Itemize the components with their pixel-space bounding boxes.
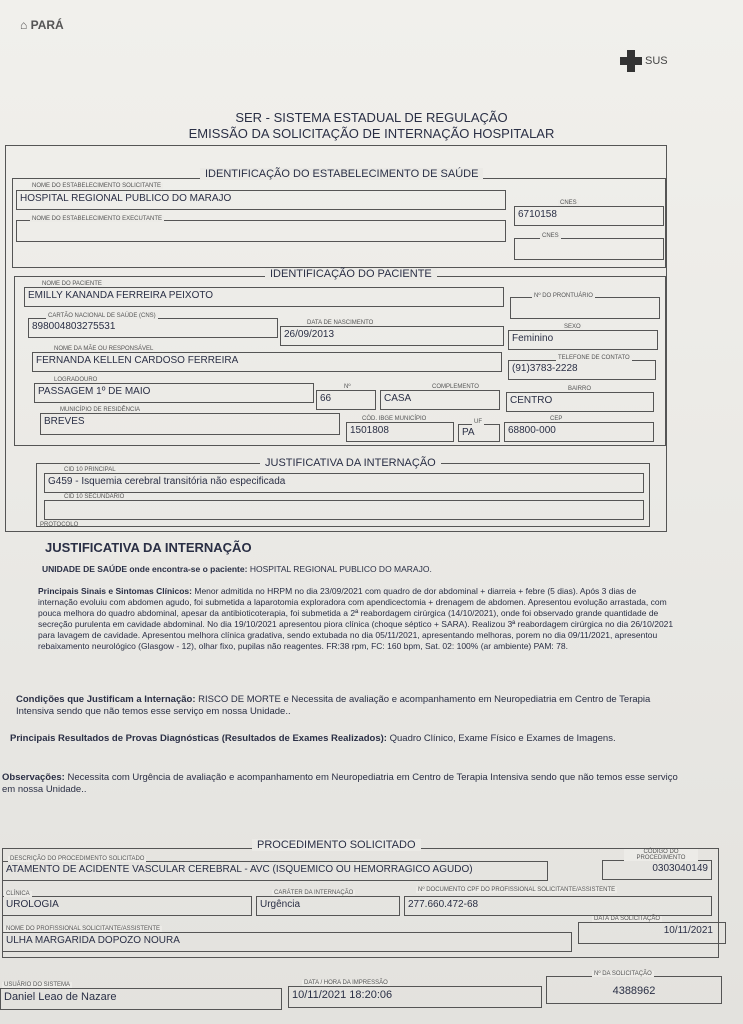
- codigo-label: CÓDIGO DO PROCEDIMENTO: [624, 849, 698, 861]
- telefone-field: (91)3783-2228: [508, 360, 656, 380]
- usuario-label: USUÁRIO DO SISTEMA: [4, 982, 71, 988]
- cnes-label: CNES: [560, 200, 577, 206]
- cnes2-label: CNES: [542, 233, 559, 239]
- solicitacao-label: Nº DA SOLICITAÇÃO: [594, 971, 652, 977]
- cns-label: CARTÃO NACIONAL DE SAÚDE (CNS): [48, 313, 156, 319]
- logradouro-field: PASSAGEM 1º DE MAIO: [34, 383, 314, 403]
- protocolo-label: PROTOCOLO: [40, 522, 79, 528]
- complemento-label: COMPLEMENTO: [432, 384, 479, 390]
- solicitante-field: HOSPITAL REGIONAL PUBLICO DO MARAJO: [16, 190, 506, 210]
- estabelecimento-section-title: IDENTIFICAÇÃO DO ESTABELECIMENTO DE SAÚDE: [200, 168, 483, 180]
- bairro-label: BAIRRO: [568, 386, 592, 392]
- paciente-nome-label: NOME DO PACIENTE: [42, 281, 102, 287]
- descricao-field: ATAMENTO DE ACIDENTE VASCULAR CEREBRAL - AVC (ISQUEMICO OU HEMORRAGICO AGUDO): [2, 861, 548, 881]
- clinica-field: UROLOGIA: [2, 896, 252, 916]
- profissional-label: NOME DO PROFISSIONAL SOLICITANTE/ASSISTENTE: [6, 926, 161, 932]
- municipio-field: BREVES: [40, 413, 340, 435]
- responsavel-label: NOME DA MÃE OU RESPONSÁVEL: [54, 346, 154, 352]
- data-solicitacao-label: DATA DA SOLICITAÇÃO: [594, 916, 661, 922]
- bairro-field: CENTRO: [506, 392, 654, 412]
- descricao-label: DESCRIÇÃO DO PROCEDIMENTO SOLICITADO: [10, 856, 145, 862]
- executante-field: [16, 220, 506, 242]
- condicoes-label: Condições que Justificam a Internação:: [16, 694, 196, 705]
- ibge-field: 1501808: [346, 422, 454, 442]
- uf-field: PA: [458, 424, 500, 442]
- codigo-field: 0303040149: [602, 860, 712, 880]
- provas-value: Quadro Clínico, Exame Físico e Exames de Imagens.: [389, 733, 616, 744]
- executante-label: NOME DO ESTABELECIMENTO EXECUTANTE: [32, 216, 163, 222]
- sexo-label: SEXO: [564, 324, 581, 330]
- impressao-label: DATA / HORA DA IMPRESSÃO: [304, 980, 388, 986]
- documento-field: 277.660.472-68: [404, 896, 712, 916]
- unidade-paragraph: [42, 564, 642, 575]
- provas-label: Principais Resultados de Provas Diagnósticas (Resultados de Exames Realizados):: [10, 733, 387, 744]
- usuario-field: Daniel Leao de Nazare: [0, 988, 282, 1010]
- responsavel-field: FERNANDA KELLEN CARDOSO FERREIRA: [32, 352, 502, 372]
- unidade-value: HOSPITAL REGIONAL PUBLICO DO MARAJO.: [249, 564, 432, 574]
- sexo-field: Feminino: [508, 330, 658, 350]
- impressao-field: 10/11/2021 18:20:06: [288, 986, 542, 1008]
- condicoes-paragraph: [16, 694, 656, 718]
- municipio-label: MUNICÍPIO DE RESIDÊNCIA: [60, 407, 141, 413]
- paciente-section-title: IDENTIFICAÇÃO DO PACIENTE: [265, 268, 437, 280]
- carater-label: CARÁTER DA INTERNAÇÃO: [274, 890, 354, 896]
- documento-label: Nº DOCUMENTO CPF DO PROFISSIONAL SOLICITANTE/ASSISTENTE: [418, 887, 616, 893]
- provas-paragraph: [10, 733, 660, 745]
- sinais-value: Menor admitida no HRPM no dia 23/09/2021 com quadro de dor abdominal + diarreia + febre (5 dias). Após 3 dias de internação evoluiu com abdomen agudo, foi submetida a laparotomia exploradora com apendicectomia + drenagem de abdomen. Apresentou evolução arrastada, com pouca melhora do quadro abdominal, apesar da antibioticoterapia, foi submetida a 2ª reabordagem cirúrgica (14/10/2021), onde foi observado grande quantidade de secreção purulenta em cavidade abdominal. No dia 19/10/2021 apresentou piora clínica (choque séptico + SARA). Realizou 3ª reabordagem cirúrgica no dia 26/10/2021 para lavagem de cavidade. Apresentou melhora clínica gradativa, sendo extubada no dia 05/11/2021, apresentando melhoras, porem no dia 09/11/2021, apresentou rebaixamento neurológico (Glasgow - 12), olhar fixo, pupilas não reagentes. FR:38 rpm, FC: 160 bpm, Sat. 02: 100% (ar ambiente) PAM: 78.: [38, 586, 674, 651]
- clinica-label: CLÍNICA: [6, 891, 30, 897]
- cid-secundario-field: [44, 500, 644, 520]
- profissional-field: ULHA MARGARIDA DOPOZO NOURA: [2, 932, 572, 952]
- cep-label: CEP: [550, 416, 563, 422]
- document-subtitle: EMISSÃO DA SOLICITAÇÃO DE INTERNAÇÃO HOSPITALAR: [188, 126, 555, 141]
- sus-logo-text: SUS: [645, 55, 668, 67]
- nascimento-label: DATA DE NASCIMENTO: [307, 320, 374, 326]
- document-title: SER - SISTEMA ESTADUAL DE REGULAÇÃO: [235, 110, 508, 125]
- solicitacao-field: 4388962: [546, 976, 722, 1004]
- sinais-label: Principais Sinais e Sintomas Clínicos:: [38, 586, 192, 596]
- uf-label: UF: [474, 419, 482, 425]
- unidade-label: UNIDADE DE SAÚDE onde encontra-se o paciente:: [42, 564, 248, 574]
- procedimento-section-title: PROCEDIMENTO SOLICITADO: [252, 839, 421, 851]
- para-logo-text: PARÁ: [30, 18, 64, 32]
- sus-logo: [620, 50, 668, 72]
- numero-field: 66: [316, 390, 376, 410]
- cep-field: 68800-000: [504, 422, 654, 442]
- complemento-field: CASA: [380, 390, 500, 410]
- numero-label: Nº: [344, 384, 351, 390]
- ibge-label: CÓD. IBGE MUNICÍPIO: [362, 416, 427, 422]
- paciente-nome-field: EMILLY KANANDA FERREIRA PEIXOTO: [24, 287, 504, 307]
- para-logo: ⌂ PARÁ: [20, 18, 64, 32]
- solicitante-label: NOME DO ESTABELECIMENTO SOLICITANTE: [32, 183, 162, 189]
- cid-secundario-label: CID 10 SECUNDÁRIO: [64, 494, 125, 500]
- prontuario-label: Nº DO PRONTUÁRIO: [534, 293, 593, 299]
- cnes2-field: [514, 238, 664, 260]
- observacoes-label: Observações:: [2, 772, 65, 783]
- cid-principal-label: CID 10 PRINCIPAL: [64, 467, 116, 473]
- condicoes-value: RISCO DE MORTE e Necessita de avaliação e acompanhamento em Neuropediatria em Centro de Terapia Intensiva sendo que não temos esse serviço em nossa Unidade..: [16, 694, 651, 717]
- carater-field: Urgência: [256, 896, 400, 916]
- sus-cross-icon: [620, 50, 642, 72]
- sinais-paragraph: [38, 586, 674, 652]
- prontuario-field: [510, 297, 660, 319]
- data-solicitacao-field: 10/11/2021: [578, 922, 726, 944]
- observacoes-paragraph: [2, 772, 682, 796]
- observacoes-value: Necessita com Urgência de avaliação e acompanhamento em Neuropediatria em Centro de Terapia Intensiva sendo que não temos esse serviço em nossa Unidade..: [2, 772, 678, 795]
- justificativa-section-title: JUSTIFICATIVA DA INTERNAÇÃO: [260, 457, 441, 469]
- telefone-label: TELEFONE DE CONTATO: [558, 355, 630, 361]
- cns-field: 898004803275531: [28, 318, 278, 338]
- cid-principal-field: G459 - Isquemia cerebral transitória não especificada: [44, 473, 644, 493]
- nascimento-field: 26/09/2013: [280, 326, 504, 346]
- logradouro-label: LOGRADOURO: [54, 377, 98, 383]
- cnes-field: 6710158: [514, 206, 664, 226]
- justificativa-title: JUSTIFICATIVA DA INTERNAÇÃO: [45, 540, 252, 555]
